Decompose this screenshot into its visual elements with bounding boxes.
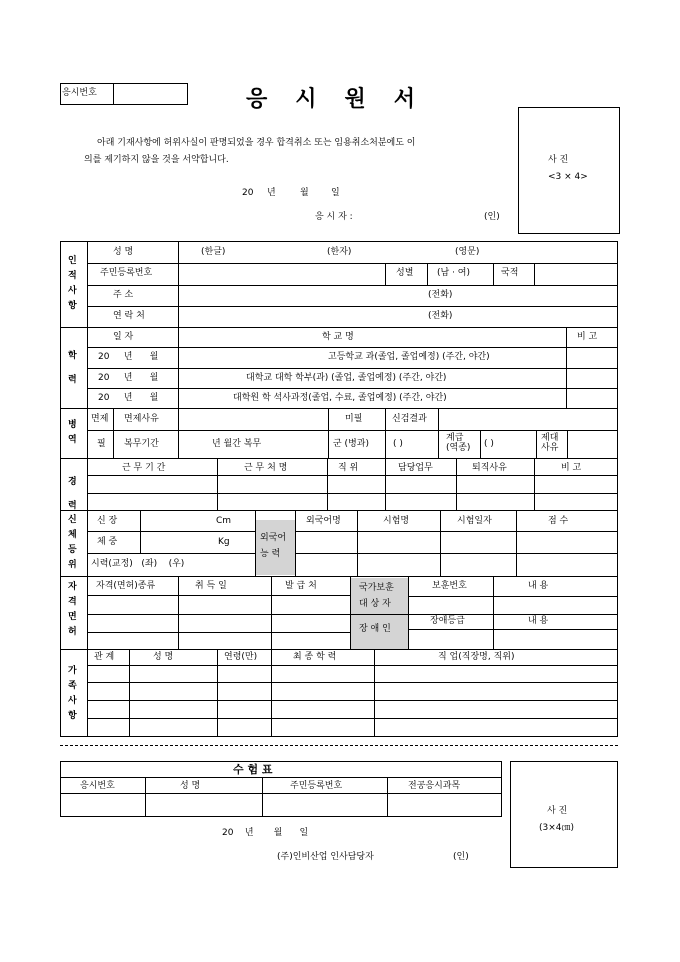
family-section-label: 가족사항 xyxy=(68,666,77,721)
exam-number-label: 응시번호 xyxy=(62,88,97,98)
language-name-header: 외국어명 xyxy=(306,516,341,526)
career-section-label: 경력 xyxy=(68,477,77,511)
name-hanja[interactable]: (한자) xyxy=(327,247,352,257)
pledge-line-2: 의를 제기하지 않을 것을 서약합니다. xyxy=(84,155,229,165)
height-label: 신 장 xyxy=(97,516,118,526)
not-served-label: 미필 xyxy=(345,414,363,424)
test-name-header: 시험명 xyxy=(383,516,410,526)
family-job-header: 직 업(직장명, 직위) xyxy=(438,652,515,662)
rank-paren[interactable]: ( ) xyxy=(484,439,494,449)
disability-grade-header: 장애등급 xyxy=(430,616,465,626)
family-education-header: 최 종 학 력 xyxy=(293,652,337,662)
exam-number-input[interactable] xyxy=(113,83,188,105)
photo-size: <3 × 4> xyxy=(548,172,588,182)
ticket-photo-size: (3×4㎝) xyxy=(539,823,575,833)
military-section-label: 병역 xyxy=(68,420,77,445)
career-remarks-header: 비 고 xyxy=(561,463,582,473)
exempt-reason-label: 면제사유 xyxy=(124,414,159,424)
branch-paren[interactable]: ( ) xyxy=(393,439,403,449)
cut-line xyxy=(60,745,618,746)
service-period-label: 복무기간 xyxy=(124,439,159,449)
ticket-photo-label: 사 진 xyxy=(547,806,568,816)
discharge-reason-label: 제대 사유 xyxy=(541,433,559,453)
ticket-seal: (인) xyxy=(453,852,469,862)
career-period-header: 근 무 기 간 xyxy=(122,463,166,473)
exempt-label: 면제 xyxy=(91,414,109,424)
edu-date-header: 일 자 xyxy=(113,332,134,342)
rrn-label: 주민등록번호 xyxy=(100,268,153,278)
ticket-date: 20 년 월 일 xyxy=(222,828,309,838)
served-label: 필 xyxy=(97,439,106,449)
photo-label: 사 진 xyxy=(548,155,569,165)
license-issuer-header: 발 급 처 xyxy=(285,581,317,591)
family-name-header: 성 명 xyxy=(153,652,174,662)
contact-phone[interactable]: (전화) xyxy=(428,311,453,321)
weight-unit: Kg xyxy=(218,537,230,547)
test-date-header: 시험일자 xyxy=(457,516,492,526)
veteran-number-header: 보훈번호 xyxy=(432,581,467,591)
ticket-rrn-header: 주민등록번호 xyxy=(290,781,343,791)
name-english[interactable]: (영문) xyxy=(455,247,480,257)
address-phone[interactable]: (전화) xyxy=(428,290,453,300)
license-acquired-header: 취 득 일 xyxy=(195,581,227,591)
foreign-language-label: 외국어 능 력 xyxy=(260,533,287,559)
body-section-label: 신체등위 xyxy=(68,515,77,570)
edu-row-3-school[interactable]: 대학원 학 석사과정(졸업, 수료, 졸업예정) (주간, 야간) xyxy=(233,393,447,403)
date-month: 월 xyxy=(300,188,309,198)
disabled-label: 장 애 인 xyxy=(359,624,391,634)
family-age-header: 연령(만) xyxy=(224,652,258,662)
address-label: 주 소 xyxy=(113,290,134,300)
license-type-header: 자격(면허)종류 xyxy=(96,581,156,591)
ticket-exam-no-header: 응시번호 xyxy=(80,781,115,791)
veteran-content-header: 내 용 xyxy=(528,581,549,591)
name-label: 성 명 xyxy=(113,247,134,257)
edu-row-2-school[interactable]: 대학교 대학 학부(과) (졸업, 졸업예정) (주간, 야간) xyxy=(246,373,447,383)
date-year: 년 xyxy=(267,188,276,198)
edu-row-3-date[interactable]: 20 년 월 xyxy=(98,393,159,403)
branch-label[interactable]: 군 (병과) xyxy=(333,439,369,449)
career-reason-header: 퇴직사유 xyxy=(472,463,507,473)
edu-row-2-date[interactable]: 20 년 월 xyxy=(98,373,159,383)
veteran-label: 국가보훈 대 상 자 xyxy=(359,583,394,609)
rank-label: 계급 (역종) xyxy=(446,433,471,453)
physical-exam-label: 신검결과 xyxy=(392,414,427,424)
applicant-label: 응 시 자 : xyxy=(315,212,353,222)
service-duration[interactable]: 년 월간 복무 xyxy=(212,439,262,449)
ticket-officer: (주)인비산업 인사담당자 xyxy=(277,852,374,862)
family-relation-header: 관 계 xyxy=(94,652,115,662)
ticket-subject-header: 전공응시과목 xyxy=(408,781,461,791)
nationality-label: 국적 xyxy=(501,268,519,278)
date-day: 일 xyxy=(331,188,340,198)
photo-box xyxy=(518,107,620,234)
name-hangul[interactable]: (한글) xyxy=(201,247,226,257)
score-header: 점 수 xyxy=(548,516,569,526)
edu-school-header: 학 교 명 xyxy=(322,332,354,342)
career-position-header: 직 위 xyxy=(338,463,359,473)
ticket-name-header: 성 명 xyxy=(180,781,201,791)
page-title: 응시원서 xyxy=(246,87,444,112)
personal-section-label: 인적사항 xyxy=(68,256,77,311)
edu-remarks-header: 비 고 xyxy=(577,332,598,342)
vision-label: 시력(교정) (좌) (우) xyxy=(91,559,185,569)
edu-row-1-date[interactable]: 20 년 월 xyxy=(98,352,159,362)
gender-label: 성별 xyxy=(396,268,414,278)
pledge-line-1: 아래 기재사항에 허위사실이 판명되었을 경우 합격취소 또는 임용취소처분에도 이 xyxy=(97,138,416,148)
career-duty-header: 담당업무 xyxy=(398,463,433,473)
license-section-label: 자격면허 xyxy=(68,582,77,637)
education-section-label: 학력 xyxy=(68,351,77,385)
ticket-title: 수 험 표 xyxy=(233,763,273,776)
height-unit: Cm xyxy=(216,516,232,526)
date-20: 20 xyxy=(242,188,254,198)
gender-options[interactable]: (남 · 여) xyxy=(437,268,470,278)
contact-label: 연 락 처 xyxy=(113,311,145,321)
edu-row-1-school[interactable]: 고등학교 과(졸업, 졸업예정) (주간, 야간) xyxy=(328,352,490,362)
weight-label: 체 중 xyxy=(97,537,118,547)
disability-content-header: 내 용 xyxy=(528,616,549,626)
career-workplace-header: 근 무 처 명 xyxy=(244,463,288,473)
applicant-seal: (인) xyxy=(484,212,500,222)
